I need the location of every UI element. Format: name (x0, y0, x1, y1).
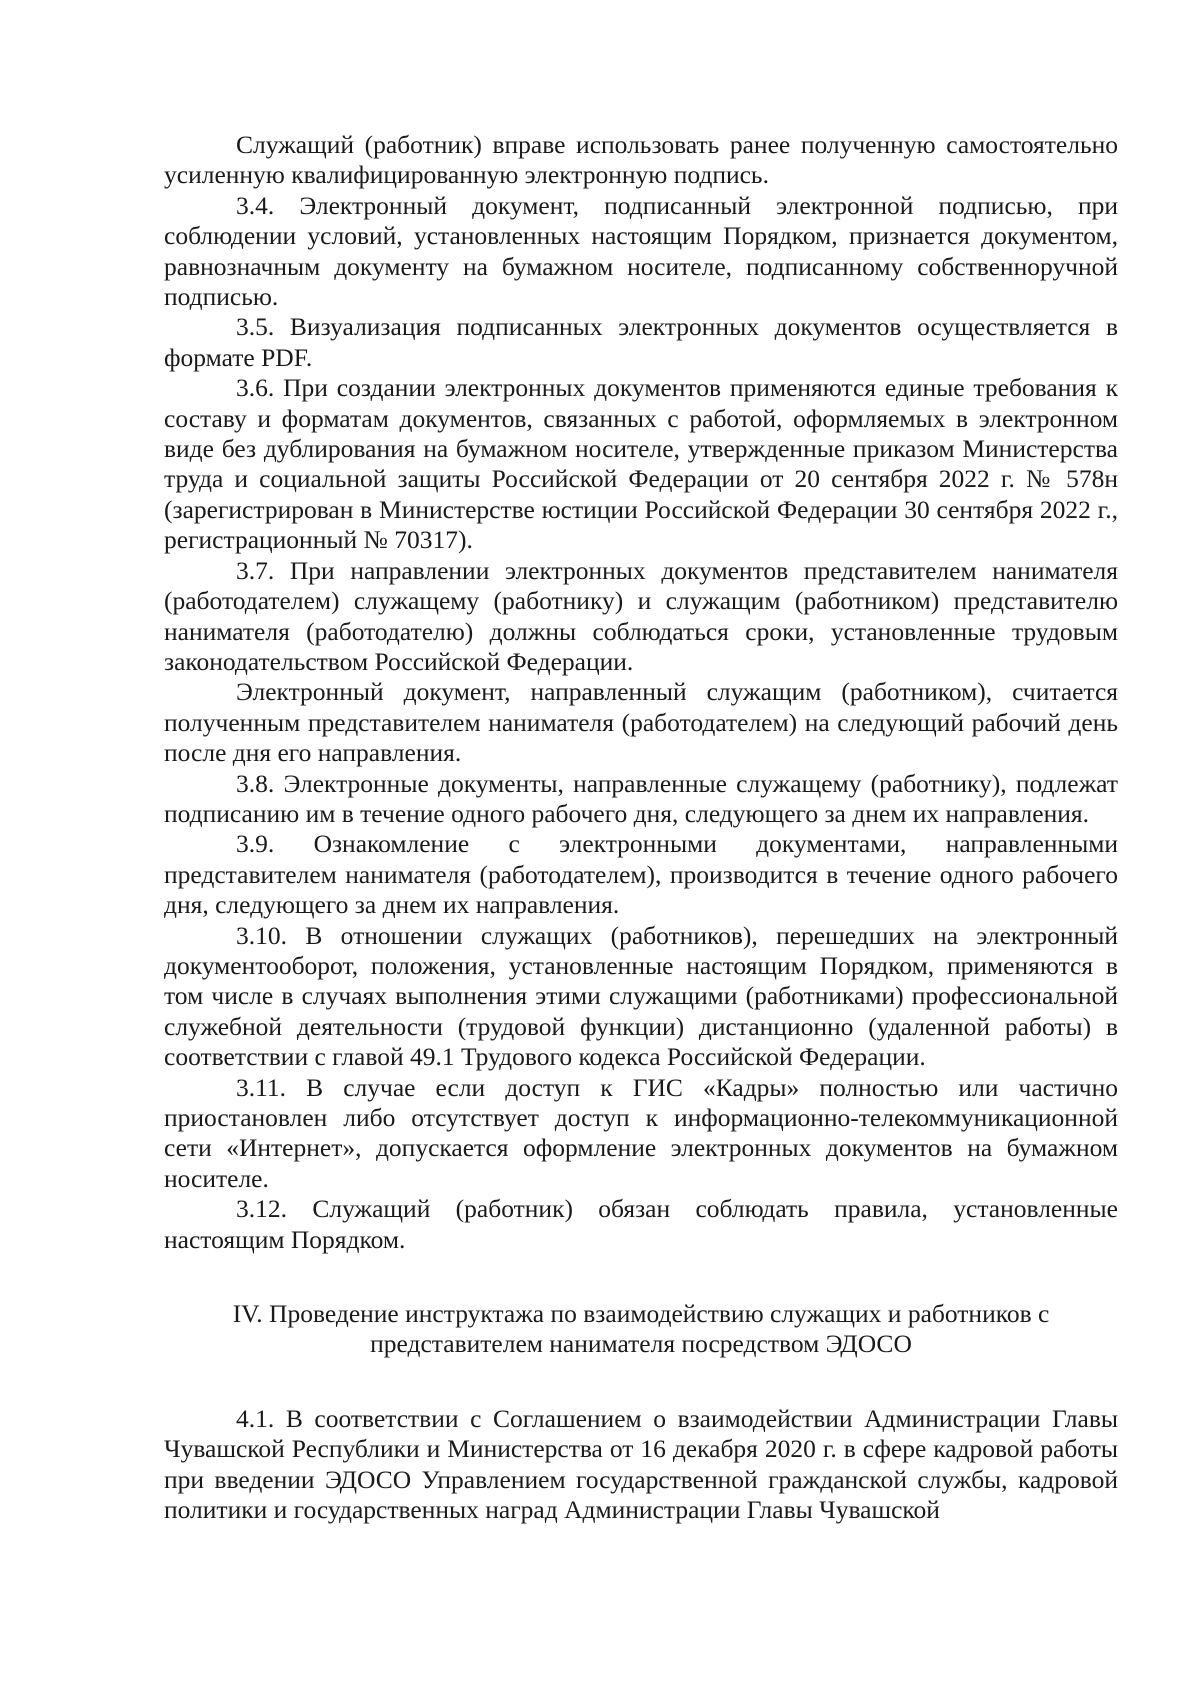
paragraph-3-8: 3.8. Электронные документы, направленные служащему (работнику), подлежат подписанию им в течение одного рабочего дня, следующего за днем их направления. (164, 768, 1118, 828)
section-heading-line-1: IV. Проведение инструктажа по взаимодействию служащих и работников с (232, 1299, 1050, 1329)
paragraph-3-7-received: Электронный документ, направленный служащим (работником), считается полученным представителем нанимателя (работодателем) на следующий рабочий день после дня его направления. (164, 677, 1118, 768)
section-heading-line-2: представителем нанимателя посредством ЭДОСО (370, 1329, 912, 1359)
paragraph-3-5: 3.5. Визуализация подписанных электронных документов осуществляется в формате PDF. (164, 312, 1118, 372)
paragraph-4-1: 4.1. В соответствии с Соглашением о взаимодействии Администрации Главы Чувашской Республики и Министерства от 16 декабря 2020 г. в сфере кадровой работы при введении ЭДОСО Управлением государственной гражданской службы, кадровой политики и государственных наград Администрации Главы Чувашской (164, 1403, 1118, 1525)
paragraph-3-7: 3.7. При направлении электронных документов представителем нанимателя (работодателем) служащему (работнику) и служащим (работником) представителю нанимателя (работодателю) должны соблюдаться сроки, установленные трудовым законодательством Российской Федерации. (164, 555, 1118, 676)
paragraph-3-12: 3.12. Служащий (работник) обязан соблюдать правила, установленные настоящим Порядком. (164, 1194, 1118, 1254)
section-heading-iv (164, 1299, 1118, 1360)
paragraph-3-4: 3.4. Электронный документ, подписанный электронной подписью, при соблюдении условий, установленных настоящим Порядком, признается документом, равнозначным документу на бумажном носителе, подписанному собственноручной подписью. (164, 190, 1118, 312)
paragraph-3-10: 3.10. В отношении служащих (работников), перешедших на электронный документооборот, положения, установленные настоящим Порядком, применяются в том числе в случаях выполнения этими служащими (работниками) профессиональной служебной деятельности (трудовой функции) дистанционно (удаленной работы) в соответствии с главой 49.1 Трудового кодекса Российской Федерации. (164, 920, 1118, 1072)
paragraph-3-6: 3.6. При создании электронных документов применяются единые требования к составу и форматам документов, связанных с работой, оформляемых в электронном виде без дублирования на бумажном носителе, утвержденные приказом Министерства труда и социальной защиты Российской Федерации от 20 сентября 2022 г. № 578н (зарегистрирован в Министерстве юстиции Российской Федерации 30 сентября 2022 г., регистрационный № 70317). (164, 373, 1118, 555)
document-body (164, 130, 1118, 1525)
paragraph-3-9: 3.9. Ознакомление с электронными документами, направленными представителем нанимателя (работодателем), производится в течение одного рабочего дня, следующего за днем их направления. (164, 829, 1118, 920)
paragraph-signature-usage: Служащий (работник) вправе использовать ранее полученную самостоятельно усиленную квалифицированную электронную подпись. (164, 130, 1118, 190)
paragraph-3-11: 3.11. В случае если доступ к ГИС «Кадры» полностью или частично приостановлен либо отсутствует доступ к информационно-телекоммуникационной сети «Интернет», допускается оформление электронных документов на бумажном носителе. (164, 1072, 1118, 1193)
